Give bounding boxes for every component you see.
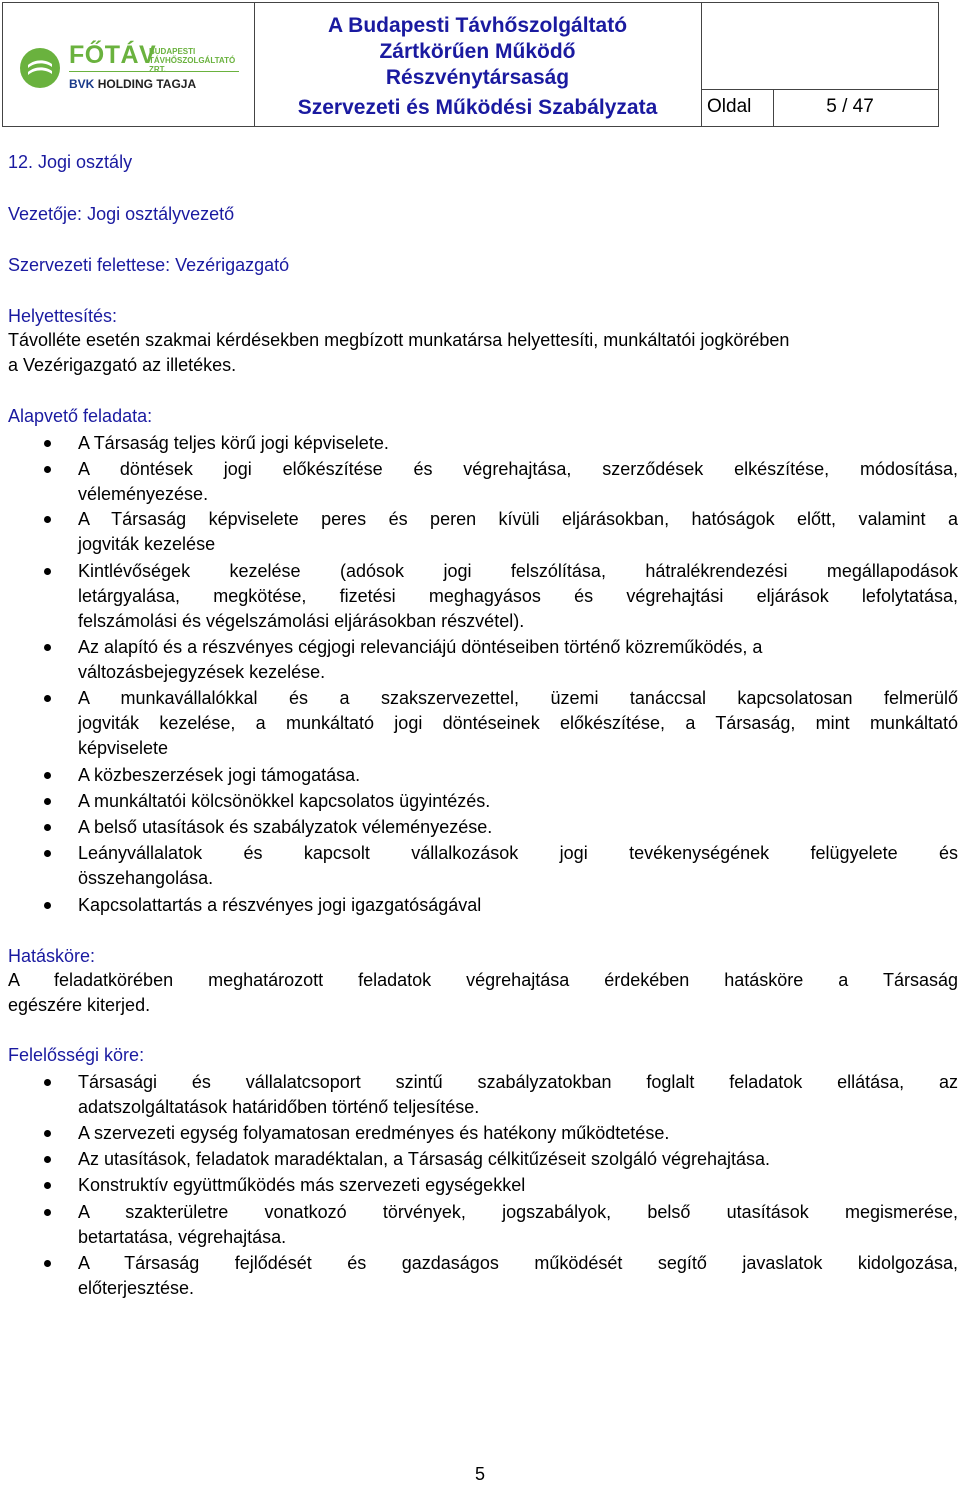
list-item-cont: jogviták kezelése [78, 534, 216, 554]
header-divider-vertical [773, 89, 774, 126]
bullet-icon [44, 644, 51, 651]
list-item: A belső utasítások és szabályzatok véleményezése. [78, 817, 493, 837]
title-line-2: Zártkörűen Működő [379, 40, 576, 63]
list-item-cont: képviselete [78, 738, 169, 758]
bullet-icon [44, 466, 51, 473]
bullet-icon [44, 824, 51, 831]
bullet-icon [44, 902, 51, 909]
deputy-text-1: Távolléte esetén szakmai kérdésekben megbízott munkatársa helyettesíti, munkáltatói jogkörében [8, 330, 790, 350]
list-item-cont: előterjesztése. [78, 1278, 195, 1298]
authority-heading: Hatásköre: [8, 946, 96, 966]
list-item: Konstruktív együttműködés más szervezeti egységekkel [78, 1175, 526, 1195]
bullet-icon [44, 516, 51, 523]
superior-row: Szervezeti felettese: Vezérigazgató [8, 255, 290, 275]
list-item: A közbeszerzések jogi támogatása. [78, 765, 361, 785]
list-item-cont: felszámolási és végelszámolási eljárásokban részvétel). [78, 611, 525, 631]
title-line-3: Részvénytársaság [385, 66, 570, 89]
list-item-cont: véleményezése. [78, 484, 209, 504]
list-item-cont: adatszolgáltatások határidőben történő teljesítése. [78, 1097, 480, 1117]
bullet-icon [44, 1079, 51, 1086]
tasks-heading: Alapvető feladata: [8, 406, 153, 426]
header-title [254, 3, 702, 126]
bullet-icon [44, 1156, 51, 1163]
bullet-icon [44, 850, 51, 857]
list-item: Kapcsolattartás a részvényes jogi igazgatóságával [78, 895, 482, 915]
page-label: Oldal [707, 96, 752, 117]
list-item: Az utasítások, feladatok maradéktalan, a Társaság célkitűzéseit szolgáló végrehajtása. [78, 1149, 771, 1169]
deputy-text-2: a Vezérigazgató az illetékes. [8, 355, 237, 375]
bullet-icon [44, 695, 51, 702]
logo-cell [3, 3, 255, 126]
page-counter: 5 / 47 [826, 96, 874, 117]
bullet-icon [44, 798, 51, 805]
fotav-logo-icon [19, 47, 61, 89]
bullet-icon [44, 1182, 51, 1189]
header-divider [702, 89, 938, 90]
bullet-icon [44, 1130, 51, 1137]
section-title: 12. Jogi osztály [8, 152, 133, 172]
list-item: Társasági és vállalatcsoport szintű szabályzatokban foglalt feladatok ellátása, az [78, 1072, 958, 1092]
list-item-cont: betartatása, végrehajtása. [78, 1227, 287, 1247]
title-line-4: Szervezeti és Működési Szabályzata [297, 96, 658, 119]
list-item: A Társaság teljes körű jogi képviselete. [78, 433, 389, 453]
list-item-cont: összehangolása. [78, 868, 214, 888]
logo-divider [69, 71, 239, 72]
leader-row: Vezetője: Jogi osztályvezető [8, 204, 235, 224]
list-item: A szakterületre vonatkozó törvények, jogszabályok, belső utasítások megismerése, [78, 1202, 958, 1222]
list-item: A szervezeti egység folyamatosan eredményes és hatékony működtetése. [78, 1123, 670, 1143]
logo-holding: BVK HOLDING TAGJA [69, 77, 197, 91]
bullet-icon [44, 568, 51, 575]
logo-brand: FŐTÁV [69, 41, 157, 69]
list-item: A döntések jogi előkészítése és végrehajtása, szerződések elkészítése, módosítása, [78, 459, 958, 479]
authority-text-1: A feladatkörében meghatározott feladatok végrehajtása érdekében hatásköre a Társaság [8, 970, 958, 990]
list-item: Kintlévőségek kezelése (adósok jogi felszólítása, hátralékrendezési megállapodások [78, 561, 958, 581]
list-item-cont: letárgyalása, megkötése, fizetési meghagyásos és végrehajtási eljárások lefolytatása, [78, 586, 958, 606]
bullet-icon [44, 772, 51, 779]
title-line-1: A Budapesti Távhőszolgáltató [327, 14, 628, 37]
list-item-cont: jogviták kezelése, a munkáltató jogi döntéseinek előkészítése, a Társaság, mint munkáltató [78, 713, 958, 733]
bullet-icon [44, 1260, 51, 1267]
list-item: Az alapító és a részvényes cégjogi relevanciájú döntéseiben történő közreműködés, a [78, 637, 763, 657]
list-item: Leányvállalatok és kapcsolt vállalkozások jogi tevékenységének felügyelete és [78, 843, 958, 863]
page-footer-number: 5 [474, 1464, 485, 1484]
bullet-icon [44, 440, 51, 447]
list-item: A Társaság képviselete peres és peren kívüli eljárásokban, hatóságok előtt, valamint a [78, 509, 958, 529]
logo-subtitle: BUDAPESTI TÁVHŐSZOLGÁLTATÓ ZRT. [149, 47, 236, 74]
deputy-heading: Helyettesítés: [8, 306, 118, 326]
authority-text-2: egészére kiterjed. [8, 995, 151, 1015]
list-item: A munkavállalókkal és a szakszervezettel, üzemi tanáccsal kapcsolatosan felmerülő [78, 688, 958, 708]
responsibility-heading: Felelősségi köre: [8, 1045, 145, 1065]
list-item-cont: változásbejegyzések kezelése. [78, 662, 326, 682]
list-item: A Társaság fejlődését és gazdaságos működését segítő javaslatok kidolgozása, [78, 1253, 958, 1273]
list-item: A munkáltatói kölcsönökkel kapcsolatos ügyintézés. [78, 791, 491, 811]
bullet-icon [44, 1209, 51, 1216]
